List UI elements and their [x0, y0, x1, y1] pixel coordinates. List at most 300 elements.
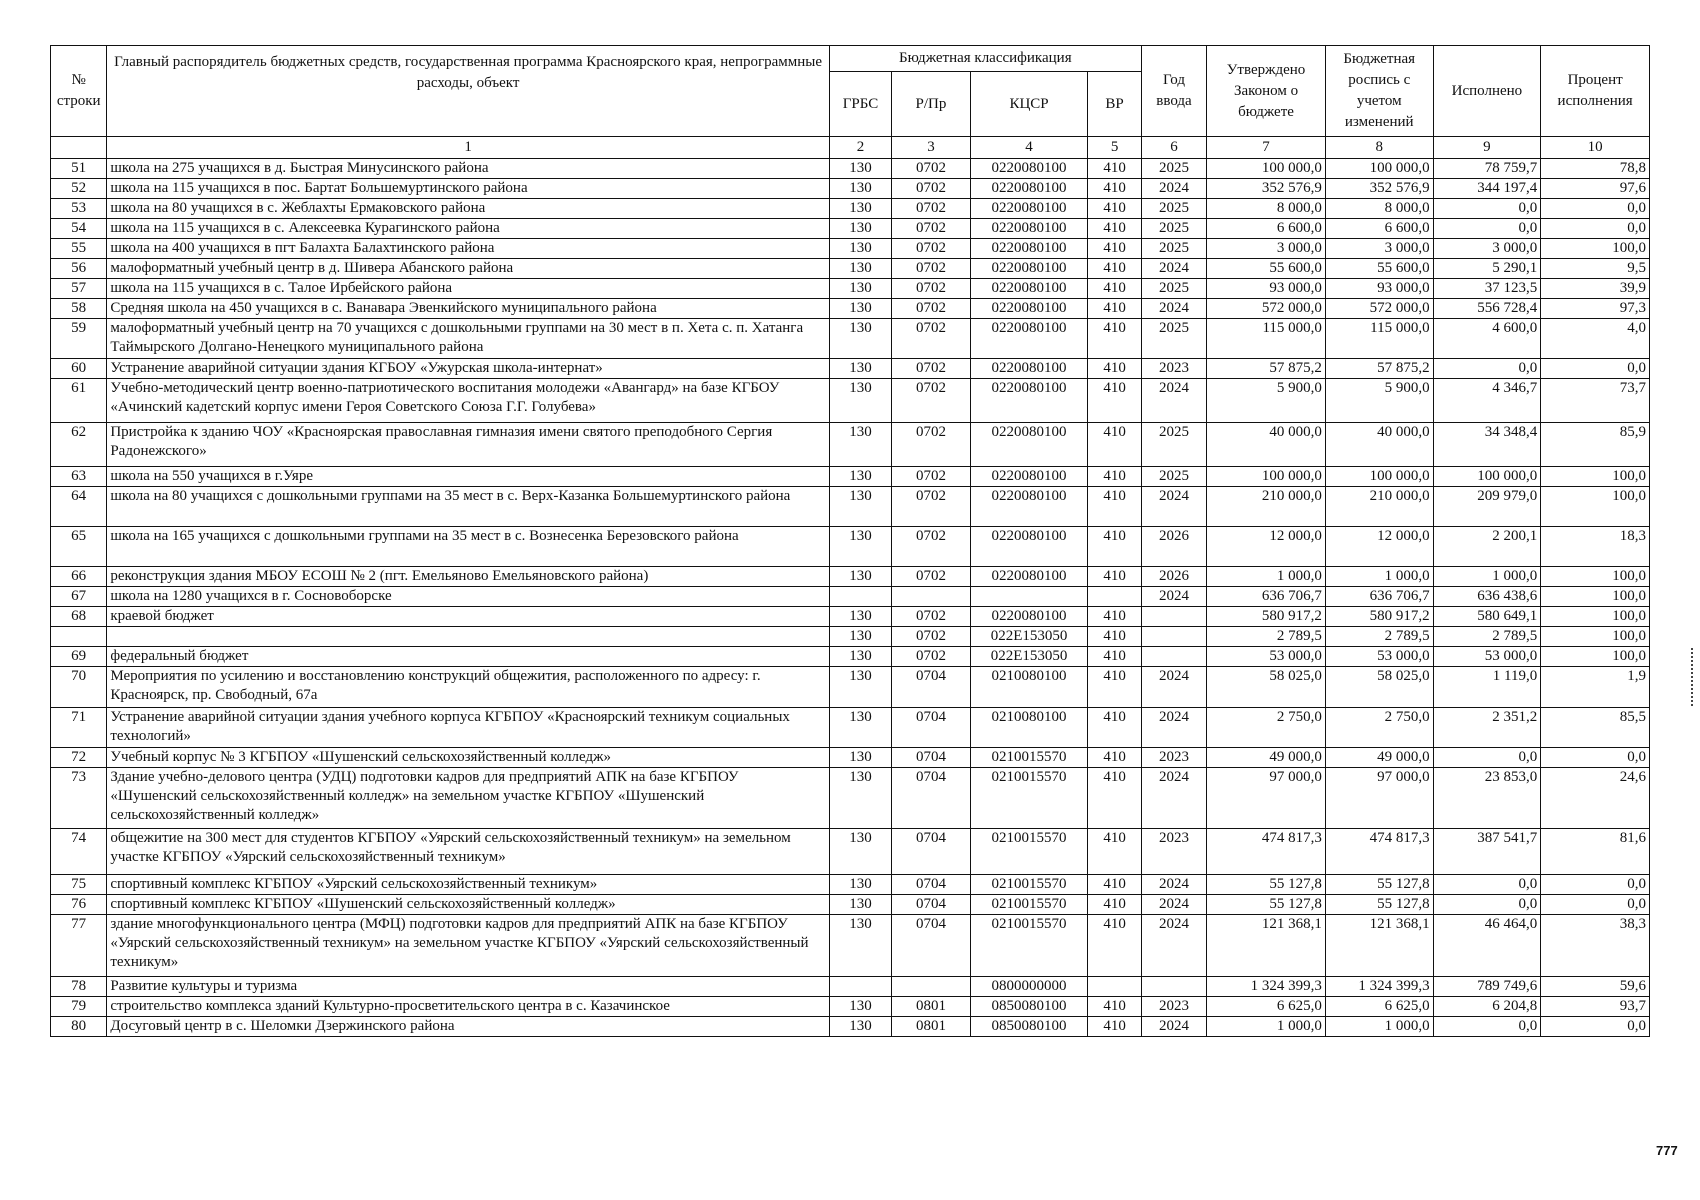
row-number: 56: [51, 259, 107, 279]
table-row: [51, 667, 1650, 708]
schedule-amount: 12 000,0: [1325, 527, 1433, 567]
year-value: 2024: [1141, 1017, 1206, 1037]
column-number: 6: [1141, 137, 1206, 159]
grbs-code: 130: [829, 708, 891, 748]
rzpr-code: 0702: [892, 487, 970, 527]
object-name: школа на 80 учащихся в с. Жеблахты Ермаковского района: [107, 199, 829, 219]
rzpr-code: 0801: [892, 997, 970, 1017]
header-executed: Исполнено: [1433, 46, 1541, 137]
header-percent: Процент исполнения: [1541, 46, 1650, 137]
object-name: малоформатный учебный центр в д. Шивера Абанского района: [107, 259, 829, 279]
executed-amount: 100 000,0: [1433, 467, 1541, 487]
object-name: Учебный корпус № 3 КГБПОУ «Шушенский сельскохозяйственный колледж»: [107, 748, 829, 768]
executed-amount: 0,0: [1433, 219, 1541, 239]
object-name: Средняя школа на 450 учащихся в с. Ванавара Эвенкийского муниципального района: [107, 299, 829, 319]
rzpr-code: 0704: [892, 708, 970, 748]
year-value: 2025: [1141, 219, 1206, 239]
page-number: 777: [1656, 1143, 1678, 1158]
table-row: [51, 627, 1650, 647]
rzpr-code: 0704: [892, 915, 970, 977]
rzpr-code: 0702: [892, 199, 970, 219]
column-number: 5: [1088, 137, 1141, 159]
grbs-code: 130: [829, 487, 891, 527]
vr-code: 410: [1088, 647, 1141, 667]
schedule-amount: 352 576,9: [1325, 179, 1433, 199]
kcsr-code: 0220080100: [970, 239, 1088, 259]
schedule-amount: 97 000,0: [1325, 768, 1433, 829]
object-name: школа на 115 учащихся в с. Талое Ирбейского района: [107, 279, 829, 299]
grbs-code: 130: [829, 895, 891, 915]
percent-value: 100,0: [1541, 487, 1650, 527]
executed-amount: 37 123,5: [1433, 279, 1541, 299]
percent-value: 100,0: [1541, 467, 1650, 487]
rzpr-code: [892, 587, 970, 607]
header-rzpr: Р/Пр: [892, 72, 970, 137]
approved-amount: 58 025,0: [1207, 667, 1326, 708]
approved-amount: 115 000,0: [1207, 319, 1326, 359]
kcsr-code: 022Е153050: [970, 647, 1088, 667]
object-name: спортивный комплекс КГБПОУ «Уярский сельскохозяйственный техникум»: [107, 875, 829, 895]
vr-code: 410: [1088, 768, 1141, 829]
approved-amount: 3 000,0: [1207, 239, 1326, 259]
column-number: [51, 137, 107, 159]
approved-amount: 2 789,5: [1207, 627, 1326, 647]
object-name: Учебно-методический центр военно-патриотического воспитания молодежи «Авангард» на базе КГБОУ «Ачинский кадетский корпус имени Героя Советского Союза Г.Г. Голубева»: [107, 379, 829, 423]
year-value: 2025: [1141, 159, 1206, 179]
executed-amount: 556 728,4: [1433, 299, 1541, 319]
year-value: [1141, 647, 1206, 667]
table-row: [51, 179, 1650, 199]
rzpr-code: 0801: [892, 1017, 970, 1037]
object-name: школа на 275 учащихся в д. Быстрая Минусинского района: [107, 159, 829, 179]
executed-amount: 387 541,7: [1433, 829, 1541, 875]
grbs-code: 130: [829, 239, 891, 259]
row-number: 62: [51, 423, 107, 467]
kcsr-code: 0220080100: [970, 319, 1088, 359]
table-row: [51, 708, 1650, 748]
year-value: 2024: [1141, 915, 1206, 977]
approved-amount: 121 368,1: [1207, 915, 1326, 977]
object-name: школа на 115 учащихся в пос. Бартат Большемуртинского района: [107, 179, 829, 199]
rzpr-code: 0704: [892, 748, 970, 768]
year-value: 2024: [1141, 895, 1206, 915]
percent-value: 93,7: [1541, 997, 1650, 1017]
rzpr-code: [892, 977, 970, 997]
executed-amount: 6 204,8: [1433, 997, 1541, 1017]
schedule-amount: 6 600,0: [1325, 219, 1433, 239]
object-name: школа на 80 учащихся с дошкольными группами на 35 мест в с. Верх-Казанка Большемуртинского района: [107, 487, 829, 527]
executed-amount: 5 290,1: [1433, 259, 1541, 279]
percent-value: 85,9: [1541, 423, 1650, 467]
percent-value: 0,0: [1541, 875, 1650, 895]
kcsr-code: 0210015570: [970, 895, 1088, 915]
grbs-code: 130: [829, 179, 891, 199]
vr-code: 410: [1088, 423, 1141, 467]
approved-amount: 100 000,0: [1207, 467, 1326, 487]
executed-amount: 23 853,0: [1433, 768, 1541, 829]
vr-code: 410: [1088, 159, 1141, 179]
row-number: 70: [51, 667, 107, 708]
percent-value: 0,0: [1541, 895, 1650, 915]
schedule-amount: 58 025,0: [1325, 667, 1433, 708]
percent-value: 0,0: [1541, 748, 1650, 768]
row-number: 73: [51, 768, 107, 829]
year-value: 2025: [1141, 199, 1206, 219]
approved-amount: 1 000,0: [1207, 567, 1326, 587]
percent-value: 38,3: [1541, 915, 1650, 977]
kcsr-code: 0210080100: [970, 708, 1088, 748]
executed-amount: 4 600,0: [1433, 319, 1541, 359]
year-value: [1141, 977, 1206, 997]
vr-code: [1088, 977, 1141, 997]
schedule-amount: 3 000,0: [1325, 239, 1433, 259]
schedule-amount: 1 324 399,3: [1325, 977, 1433, 997]
year-value: 2026: [1141, 567, 1206, 587]
table-row: [51, 587, 1650, 607]
table-row: [51, 1017, 1650, 1037]
scan-edge-mark: [1691, 648, 1696, 706]
kcsr-code: 0220080100: [970, 179, 1088, 199]
column-number: 7: [1207, 137, 1326, 159]
row-number: 77: [51, 915, 107, 977]
table-row: [51, 647, 1650, 667]
vr-code: [1088, 587, 1141, 607]
percent-value: 100,0: [1541, 567, 1650, 587]
row-number: 76: [51, 895, 107, 915]
row-number: 60: [51, 359, 107, 379]
rzpr-code: 0702: [892, 179, 970, 199]
vr-code: 410: [1088, 567, 1141, 587]
percent-value: 78,8: [1541, 159, 1650, 179]
executed-amount: 2 789,5: [1433, 627, 1541, 647]
table-row: [51, 768, 1650, 829]
table-row: [51, 977, 1650, 997]
table-row: [51, 279, 1650, 299]
header-row: [51, 46, 1650, 72]
kcsr-code: 0220080100: [970, 359, 1088, 379]
grbs-code: 130: [829, 768, 891, 829]
rzpr-code: 0702: [892, 219, 970, 239]
year-value: 2023: [1141, 359, 1206, 379]
row-number: 55: [51, 239, 107, 259]
table-row: [51, 997, 1650, 1017]
row-number: 66: [51, 567, 107, 587]
table-row: [51, 159, 1650, 179]
column-numbers-row: [51, 137, 1650, 159]
table-row: [51, 239, 1650, 259]
vr-code: 410: [1088, 607, 1141, 627]
kcsr-code: 0220080100: [970, 159, 1088, 179]
row-number: 71: [51, 708, 107, 748]
year-value: 2024: [1141, 768, 1206, 829]
executed-amount: 0,0: [1433, 895, 1541, 915]
executed-amount: 789 749,6: [1433, 977, 1541, 997]
vr-code: 410: [1088, 829, 1141, 875]
percent-value: 18,3: [1541, 527, 1650, 567]
percent-value: 0,0: [1541, 219, 1650, 239]
object-name: Устранение аварийной ситуации здания КГБОУ «Ужурская школа-интернат»: [107, 359, 829, 379]
row-number: 57: [51, 279, 107, 299]
approved-amount: 55 600,0: [1207, 259, 1326, 279]
vr-code: 410: [1088, 319, 1141, 359]
object-name: школа на 400 учащихся в пгт Балахта Балахтинского района: [107, 239, 829, 259]
schedule-amount: 1 000,0: [1325, 1017, 1433, 1037]
approved-amount: 636 706,7: [1207, 587, 1326, 607]
percent-value: 100,0: [1541, 587, 1650, 607]
vr-code: 410: [1088, 997, 1141, 1017]
header-kcsr: КЦСР: [970, 72, 1088, 137]
row-number: 59: [51, 319, 107, 359]
rzpr-code: 0702: [892, 647, 970, 667]
schedule-amount: 49 000,0: [1325, 748, 1433, 768]
rzpr-code: 0702: [892, 319, 970, 359]
year-value: 2024: [1141, 875, 1206, 895]
kcsr-code: 0220080100: [970, 379, 1088, 423]
percent-value: 24,6: [1541, 768, 1650, 829]
object-name: краевой бюджет: [107, 607, 829, 627]
approved-amount: 93 000,0: [1207, 279, 1326, 299]
header-row-number: № строки: [51, 46, 107, 137]
year-value: [1141, 627, 1206, 647]
kcsr-code: 0210015570: [970, 748, 1088, 768]
grbs-code: 130: [829, 915, 891, 977]
object-name: школа на 1280 учащихся в г. Сосновоборске: [107, 587, 829, 607]
approved-amount: 2 750,0: [1207, 708, 1326, 748]
rzpr-code: 0702: [892, 627, 970, 647]
table-row: [51, 319, 1650, 359]
percent-value: 100,0: [1541, 239, 1650, 259]
rzpr-code: 0702: [892, 279, 970, 299]
schedule-amount: 55 127,8: [1325, 895, 1433, 915]
kcsr-code: 0850080100: [970, 997, 1088, 1017]
approved-amount: 572 000,0: [1207, 299, 1326, 319]
object-name: Досуговый центр в с. Шеломки Дзержинского района: [107, 1017, 829, 1037]
executed-amount: 4 346,7: [1433, 379, 1541, 423]
column-number: 1: [107, 137, 829, 159]
kcsr-code: 0220080100: [970, 467, 1088, 487]
rzpr-code: 0704: [892, 667, 970, 708]
kcsr-code: 0220080100: [970, 487, 1088, 527]
vr-code: 410: [1088, 239, 1141, 259]
year-value: 2025: [1141, 319, 1206, 359]
grbs-code: 130: [829, 359, 891, 379]
row-number: 52: [51, 179, 107, 199]
year-value: 2024: [1141, 587, 1206, 607]
vr-code: 410: [1088, 279, 1141, 299]
vr-code: 410: [1088, 667, 1141, 708]
row-number: [51, 627, 107, 647]
percent-value: 85,5: [1541, 708, 1650, 748]
table-row: [51, 379, 1650, 423]
year-value: 2024: [1141, 259, 1206, 279]
rzpr-code: 0702: [892, 239, 970, 259]
object-name: школа на 165 учащихся с дошкольными группами на 35 мест в с. Вознесенка Березовского района: [107, 527, 829, 567]
year-value: 2024: [1141, 667, 1206, 708]
kcsr-code: 0210015570: [970, 875, 1088, 895]
schedule-amount: 2 750,0: [1325, 708, 1433, 748]
approved-amount: 49 000,0: [1207, 748, 1326, 768]
table-row: [51, 829, 1650, 875]
object-name: федеральный бюджет: [107, 647, 829, 667]
table-row: [51, 487, 1650, 527]
vr-code: 410: [1088, 359, 1141, 379]
approved-amount: 8 000,0: [1207, 199, 1326, 219]
schedule-amount: 100 000,0: [1325, 159, 1433, 179]
percent-value: 0,0: [1541, 1017, 1650, 1037]
column-number: 8: [1325, 137, 1433, 159]
schedule-amount: 115 000,0: [1325, 319, 1433, 359]
table-row: [51, 567, 1650, 587]
percent-value: 4,0: [1541, 319, 1650, 359]
object-name: Устранение аварийной ситуации здания учебного корпуса КГБПОУ «Красноярский техникум социальных технологий»: [107, 708, 829, 748]
rzpr-code: 0704: [892, 768, 970, 829]
rzpr-code: 0702: [892, 159, 970, 179]
grbs-code: 130: [829, 997, 891, 1017]
kcsr-code: 0800000000: [970, 977, 1088, 997]
grbs-code: 130: [829, 467, 891, 487]
year-value: 2024: [1141, 299, 1206, 319]
rzpr-code: 0704: [892, 895, 970, 915]
vr-code: 410: [1088, 875, 1141, 895]
percent-value: 0,0: [1541, 359, 1650, 379]
header-schedule: Бюджетная роспись с учетом изменений: [1325, 46, 1433, 137]
executed-amount: 2 200,1: [1433, 527, 1541, 567]
grbs-code: 130: [829, 319, 891, 359]
object-name: Здание учебно-делового центра (УДЦ) подготовки кадров для предприятий АПК на базе КГБПОУ «Шушенский сельскохозяйственный колледж» на земельном участке КГБПОУ «Шушенский сельскохозяйственный колледж»: [107, 768, 829, 829]
schedule-amount: 1 000,0: [1325, 567, 1433, 587]
header-vr: ВР: [1088, 72, 1141, 137]
kcsr-code: 0210015570: [970, 915, 1088, 977]
header-grbs: ГРБС: [829, 72, 891, 137]
schedule-amount: 210 000,0: [1325, 487, 1433, 527]
grbs-code: 130: [829, 567, 891, 587]
column-number: 3: [892, 137, 970, 159]
kcsr-code: 022Е153050: [970, 627, 1088, 647]
percent-value: 0,0: [1541, 199, 1650, 219]
grbs-code: [829, 977, 891, 997]
approved-amount: 55 127,8: [1207, 875, 1326, 895]
row-number: 79: [51, 997, 107, 1017]
year-value: 2024: [1141, 179, 1206, 199]
executed-amount: 1 000,0: [1433, 567, 1541, 587]
kcsr-code: 0210015570: [970, 829, 1088, 875]
table-row: [51, 219, 1650, 239]
approved-amount: 6 600,0: [1207, 219, 1326, 239]
percent-value: 100,0: [1541, 647, 1650, 667]
year-value: 2026: [1141, 527, 1206, 567]
vr-code: 410: [1088, 915, 1141, 977]
kcsr-code: 0220080100: [970, 423, 1088, 467]
grbs-code: 130: [829, 875, 891, 895]
executed-amount: 0,0: [1433, 199, 1541, 219]
year-value: 2025: [1141, 467, 1206, 487]
rzpr-code: 0702: [892, 359, 970, 379]
table-row: [51, 423, 1650, 467]
grbs-code: 130: [829, 627, 891, 647]
rzpr-code: 0702: [892, 467, 970, 487]
object-name: школа на 115 учащихся в с. Алексеевка Курагинского района: [107, 219, 829, 239]
kcsr-code: 0220080100: [970, 607, 1088, 627]
vr-code: 410: [1088, 179, 1141, 199]
row-number: 65: [51, 527, 107, 567]
row-number: 68: [51, 607, 107, 627]
row-number: 78: [51, 977, 107, 997]
row-number: 67: [51, 587, 107, 607]
year-value: 2025: [1141, 279, 1206, 299]
row-number: 51: [51, 159, 107, 179]
column-number: 2: [829, 137, 891, 159]
object-name: спортивный комплекс КГБПОУ «Шушенский сельскохозяйственный колледж»: [107, 895, 829, 915]
approved-amount: 210 000,0: [1207, 487, 1326, 527]
schedule-amount: 6 625,0: [1325, 997, 1433, 1017]
kcsr-code: 0220080100: [970, 259, 1088, 279]
object-name: строительство комплекса зданий Культурно-просветительского центра в с. Казачинское: [107, 997, 829, 1017]
percent-value: 9,5: [1541, 259, 1650, 279]
executed-amount: 53 000,0: [1433, 647, 1541, 667]
kcsr-code: 0220080100: [970, 299, 1088, 319]
approved-amount: 5 900,0: [1207, 379, 1326, 423]
approved-amount: 53 000,0: [1207, 647, 1326, 667]
executed-amount: 2 351,2: [1433, 708, 1541, 748]
table-row: [51, 299, 1650, 319]
executed-amount: 0,0: [1433, 748, 1541, 768]
year-value: 2024: [1141, 487, 1206, 527]
rzpr-code: 0702: [892, 423, 970, 467]
executed-amount: 344 197,4: [1433, 179, 1541, 199]
object-name: общежитие на 300 мест для студентов КГБПОУ «Уярский сельскохозяйственный техникум» на земельном участке КГБПОУ «Уярский сельскохозяйственный техникум»: [107, 829, 829, 875]
column-number: 9: [1433, 137, 1541, 159]
executed-amount: 1 119,0: [1433, 667, 1541, 708]
vr-code: 410: [1088, 748, 1141, 768]
header-approved: Утверждено Законом о бюджете: [1207, 46, 1326, 137]
table-row: [51, 875, 1650, 895]
executed-amount: 78 759,7: [1433, 159, 1541, 179]
kcsr-code: 0220080100: [970, 199, 1088, 219]
grbs-code: 130: [829, 259, 891, 279]
year-value: 2025: [1141, 239, 1206, 259]
approved-amount: 352 576,9: [1207, 179, 1326, 199]
executed-amount: 580 649,1: [1433, 607, 1541, 627]
executed-amount: 3 000,0: [1433, 239, 1541, 259]
rzpr-code: 0702: [892, 259, 970, 279]
vr-code: 410: [1088, 467, 1141, 487]
row-number: 54: [51, 219, 107, 239]
percent-value: 59,6: [1541, 977, 1650, 997]
percent-value: 73,7: [1541, 379, 1650, 423]
object-name: Мероприятия по усилению и восстановлению конструкций общежития, расположенного по адресу: г. Красноярск, пр. Свободный, 67а: [107, 667, 829, 708]
rzpr-code: 0702: [892, 607, 970, 627]
percent-value: 97,3: [1541, 299, 1650, 319]
executed-amount: 209 979,0: [1433, 487, 1541, 527]
vr-code: 410: [1088, 708, 1141, 748]
vr-code: 410: [1088, 299, 1141, 319]
header-name: Главный распорядитель бюджетных средств, государственная программа Красноярского края, непрограммные расходы, объект: [107, 46, 829, 137]
table-row: [51, 895, 1650, 915]
kcsr-code: 0220080100: [970, 219, 1088, 239]
kcsr-code: 0210015570: [970, 768, 1088, 829]
executed-amount: 34 348,4: [1433, 423, 1541, 467]
vr-code: 410: [1088, 627, 1141, 647]
grbs-code: 130: [829, 667, 891, 708]
schedule-amount: 474 817,3: [1325, 829, 1433, 875]
schedule-amount: 53 000,0: [1325, 647, 1433, 667]
row-number: 75: [51, 875, 107, 895]
table-row: [51, 259, 1650, 279]
percent-value: 39,9: [1541, 279, 1650, 299]
schedule-amount: 55 127,8: [1325, 875, 1433, 895]
header-year: Год ввода: [1141, 46, 1206, 137]
percent-value: 1,9: [1541, 667, 1650, 708]
